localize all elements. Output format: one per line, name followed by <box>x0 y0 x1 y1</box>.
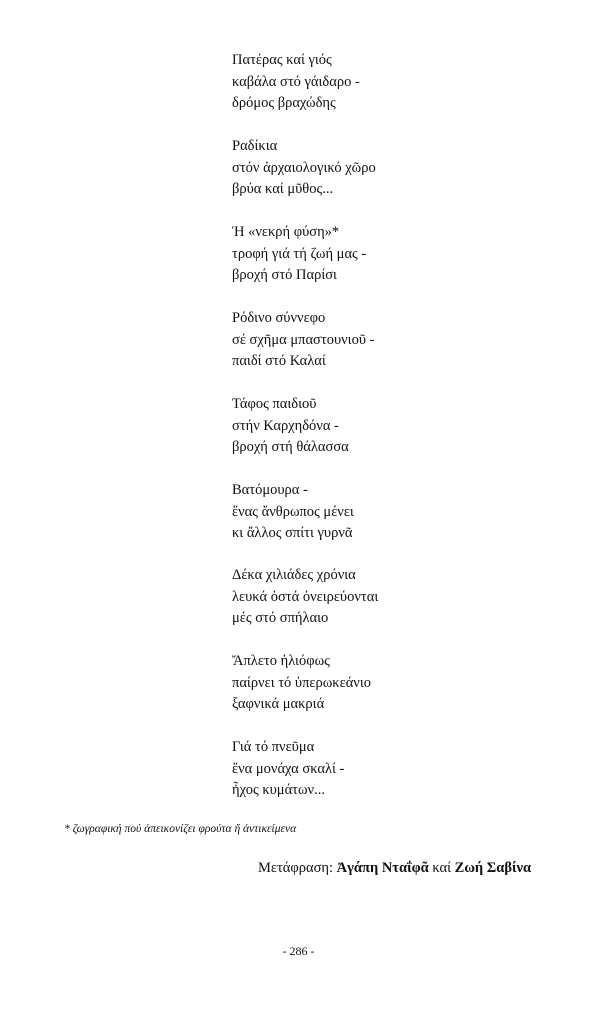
poem-line: στόν ἀρχαιολογικό χῶρο <box>232 159 376 176</box>
translation-prefix: Μετάφραση: <box>258 860 337 876</box>
translator-name: Ἀγάπη Νταΐφᾶ <box>336 860 429 876</box>
poem-line: Ραδίκια <box>232 138 278 154</box>
poem-line: στήν Καρχηδόνα - <box>232 417 339 434</box>
stanza-5 <box>232 394 349 459</box>
translator-name: Ζωή Σαβίνα <box>454 860 532 876</box>
poem-line: παίρνει τό ὑπερωκεάνιο <box>232 674 371 691</box>
stanza-6 <box>232 480 354 545</box>
poem-line: δρόμος βραχώδης <box>232 95 336 111</box>
poem-line: Γιά τό πνεῦμα <box>232 739 315 755</box>
poem-line: ἕνας ἄνθρωπος μένει <box>232 503 354 520</box>
poem-line: καβάλα στό γάιδαρο - <box>232 73 360 90</box>
poem-line: ξαφνικά μακριά <box>232 696 325 712</box>
poem-line: βρύα καί μῦθος... <box>232 181 334 197</box>
poem-line: ἕνα μονάχα σκαλί - <box>232 760 345 777</box>
poem-line: ἦχος κυμάτων... <box>232 782 325 798</box>
translation-credit <box>258 860 531 877</box>
poem-line: σέ σχῆμα μπαστουνιοῦ - <box>232 331 375 348</box>
poem-line: παιδί στό Καλαί <box>232 353 326 369</box>
poem-line: Δέκα χιλιάδες χρόνια <box>232 567 356 583</box>
stanza-2 <box>232 136 376 201</box>
poem-line: Ἡ «νεκρή φύση»* <box>232 224 340 240</box>
poem-line: βροχή στό Παρίσι <box>232 267 337 283</box>
page-number: - 286 - <box>282 944 315 958</box>
poem-line: Τάφος παιδιοῦ <box>232 396 317 412</box>
poem-line: μές στό σπήλαιο <box>232 610 329 626</box>
stanza-8 <box>232 651 371 716</box>
poem-line: τροφή γιά τή ζωή μας - <box>232 245 367 262</box>
footnote: * ζωγραφική πού ἀπεικονίζει φρούτα ἤ ἀντικείμενα <box>64 823 297 835</box>
poem-line: Ἄπλετο ἡλιόφως <box>232 653 330 669</box>
stanza-7 <box>232 565 378 630</box>
poem-line: κι ἄλλος σπίτι γυρνᾶ <box>232 525 353 541</box>
poem-line: Βατόμουρα - <box>232 482 308 498</box>
translation-conjunction: καί <box>428 860 455 876</box>
stanza-4 <box>232 308 374 373</box>
poem-line: λευκά ὀστά ὀνειρεύονται <box>232 588 379 605</box>
poem-line: Πατέρας καί γιός <box>232 52 332 68</box>
stanza-9 <box>232 737 344 802</box>
poem-line: Ρόδινο σύννεφο <box>232 310 326 326</box>
stanza-1 <box>232 50 360 115</box>
poem-line: βροχή στή θάλασσα <box>232 439 349 455</box>
stanza-3 <box>232 222 366 287</box>
